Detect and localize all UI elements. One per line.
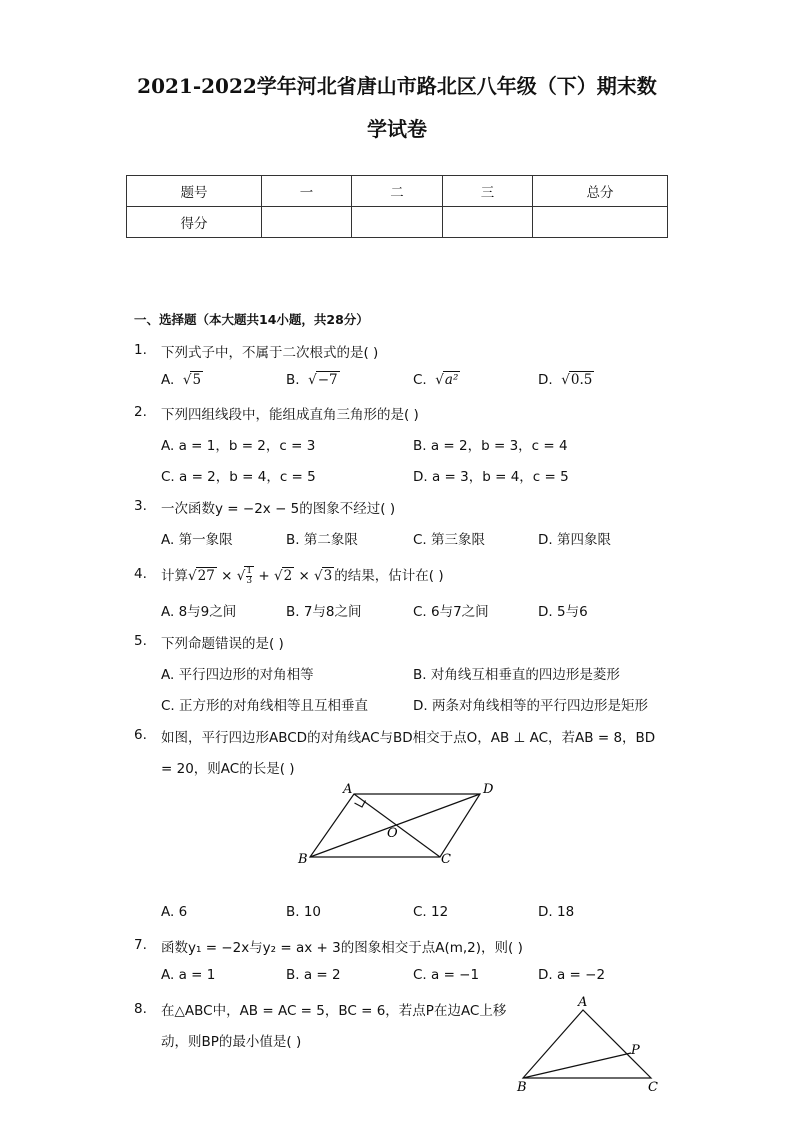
vertex-label-a: A	[578, 995, 588, 1010]
q3-option-d: D. 第四象限	[538, 532, 611, 548]
question-number: 7.	[134, 937, 147, 953]
q2-option-b: B. a = 2，b = 3，c = 4	[413, 438, 568, 454]
q3-option-b: B. 第二象限	[286, 532, 358, 548]
question-number: 3.	[134, 498, 147, 514]
score-header-cell: 三	[443, 176, 533, 207]
q4-prefix: 计算	[161, 568, 188, 584]
point-label-o: O	[387, 826, 398, 841]
vertex-label-c: C	[648, 1080, 658, 1095]
radicand: 2	[283, 568, 293, 584]
vertex-label-b: B	[517, 1080, 527, 1095]
score-header-cell: 二	[352, 176, 443, 207]
question-1-text: 下列式子中，不属于二次根式的是( )	[161, 345, 379, 361]
q1-option-c: C. √a²	[413, 372, 459, 388]
question-number: 4.	[134, 566, 147, 582]
q7-option-a: A. a = 1	[161, 967, 216, 983]
q3-option-c: C. 第三象限	[413, 532, 486, 548]
q4-suffix: 的结果，估计在( )	[334, 568, 444, 584]
score-cell	[443, 207, 533, 238]
question-number: 5.	[134, 633, 147, 649]
q5-option-b: B. 对角线互相垂直的四边形是菱形	[413, 667, 620, 683]
q4-option-a: A. 8与9之间	[161, 604, 237, 620]
vertex-label-d: D	[483, 782, 494, 797]
vertex-label-c: C	[441, 852, 451, 867]
title-line-1: 2021-2022学年河北省唐山市路北区八年级（下）期末数	[137, 74, 657, 98]
q5-option-d: D. 两条对角线相等的平行四边形是矩形	[413, 698, 648, 714]
question-number: 6.	[134, 727, 147, 743]
q7-option-d: D. a = −2	[538, 967, 606, 983]
radicand: 3	[323, 568, 333, 584]
fraction-denominator: 3	[246, 576, 253, 586]
radicand: 0.5	[570, 372, 593, 388]
q6-option-b: B. 10	[286, 904, 322, 920]
fraction-radicand	[244, 566, 254, 586]
point-label-p: P	[631, 1043, 640, 1058]
question-2-text: 下列四组线段中，能组成直角三角形的是( )	[161, 407, 419, 423]
radicand: a²	[444, 372, 459, 388]
question-8-text-2: 动，则BP的最小值是( )	[161, 1034, 302, 1050]
question-4-text: 计算√27 × √ $\frac{1}{3}$ + √2 × √3 的结果，估计在( )	[161, 566, 444, 586]
score-row-label: 得分	[127, 207, 262, 238]
score-cell	[352, 207, 443, 238]
score-cell	[533, 207, 668, 238]
vertex-label-a: A	[343, 782, 353, 797]
question-6-text-2: = 20，则AC的长是( )	[161, 761, 295, 777]
q1-option-a: A. √5	[161, 372, 202, 388]
section-heading: 一、选择题（本大题共14小题，共28分）	[134, 312, 369, 327]
question-7-text: 函数y₁ = −2x与y₂ = ax + 3的图象相交于点A(m,2)，则( )	[161, 940, 523, 956]
option-letter: A.	[161, 372, 175, 388]
q7-option-c: C. a = −1	[413, 967, 480, 983]
radicand: 5	[192, 372, 202, 388]
segment-bp	[523, 1053, 631, 1078]
q2-option-c: C. a = 2，b = 4，c = 5	[161, 469, 316, 485]
option-letter: D.	[538, 372, 553, 388]
q2-option-d: D. a = 3，b = 4，c = 5	[413, 469, 569, 485]
q7-option-b: B. a = 2	[286, 967, 341, 983]
q6-option-a: A. 6	[161, 904, 188, 920]
question-3-text: 一次函数y = −2x − 5的图象不经过( )	[161, 501, 396, 517]
score-table-header-row	[127, 176, 668, 207]
q6-option-d: D. 18	[538, 904, 575, 920]
times-sign: ×	[298, 568, 310, 584]
q6-option-c: C. 12	[413, 904, 449, 920]
score-table	[126, 175, 668, 238]
option-letter: B.	[286, 372, 300, 388]
score-header-cell: 题号	[127, 176, 262, 207]
q4-option-c: C. 6与7之间	[413, 604, 489, 620]
plus-sign: +	[258, 568, 270, 584]
question-8-text-1: 在△ABC中，AB = AC = 5，BC = 6，若点P在边AC上移	[161, 1003, 507, 1019]
q4-option-b: B. 7与8之间	[286, 604, 362, 620]
q5-option-c: C. 正方形的对角线相等且互相垂直	[161, 698, 369, 714]
score-header-cell: 总分	[533, 176, 668, 207]
title-line-2: 学试卷	[367, 117, 427, 141]
vertex-label-b: B	[298, 852, 308, 867]
fraction-numerator: 1	[246, 566, 253, 576]
q5-option-a: A. 平行四边形的对角相等	[161, 667, 314, 683]
question-number: 1.	[134, 342, 147, 358]
question-5-text: 下列命题错误的是( )	[161, 636, 284, 652]
q3-option-a: A. 第一象限	[161, 532, 233, 548]
question-number: 2.	[134, 404, 147, 420]
radicand: 27	[197, 568, 215, 584]
score-header-cell: 一	[262, 176, 352, 207]
radicand: −7	[317, 372, 338, 388]
score-table-score-row	[127, 207, 668, 238]
times-sign: ×	[221, 568, 233, 584]
q1-option-b: B. √−7	[286, 372, 338, 388]
q4-option-d: D. 5与6	[538, 604, 588, 620]
question-number: 8.	[134, 1001, 147, 1017]
question-6-text-1: 如图，平行四边形ABCD的对角线AC与BD相交于点O，AB ⊥ AC，若AB = 8，BD	[161, 730, 656, 746]
triangle-figure	[508, 992, 673, 1098]
option-letter: C.	[413, 372, 427, 388]
q2-option-a: A. a = 1，b = 2，c = 3	[161, 438, 316, 454]
score-cell	[262, 207, 352, 238]
parallelogram-figure	[290, 775, 510, 870]
q1-option-d: D. √0.5	[538, 372, 593, 388]
